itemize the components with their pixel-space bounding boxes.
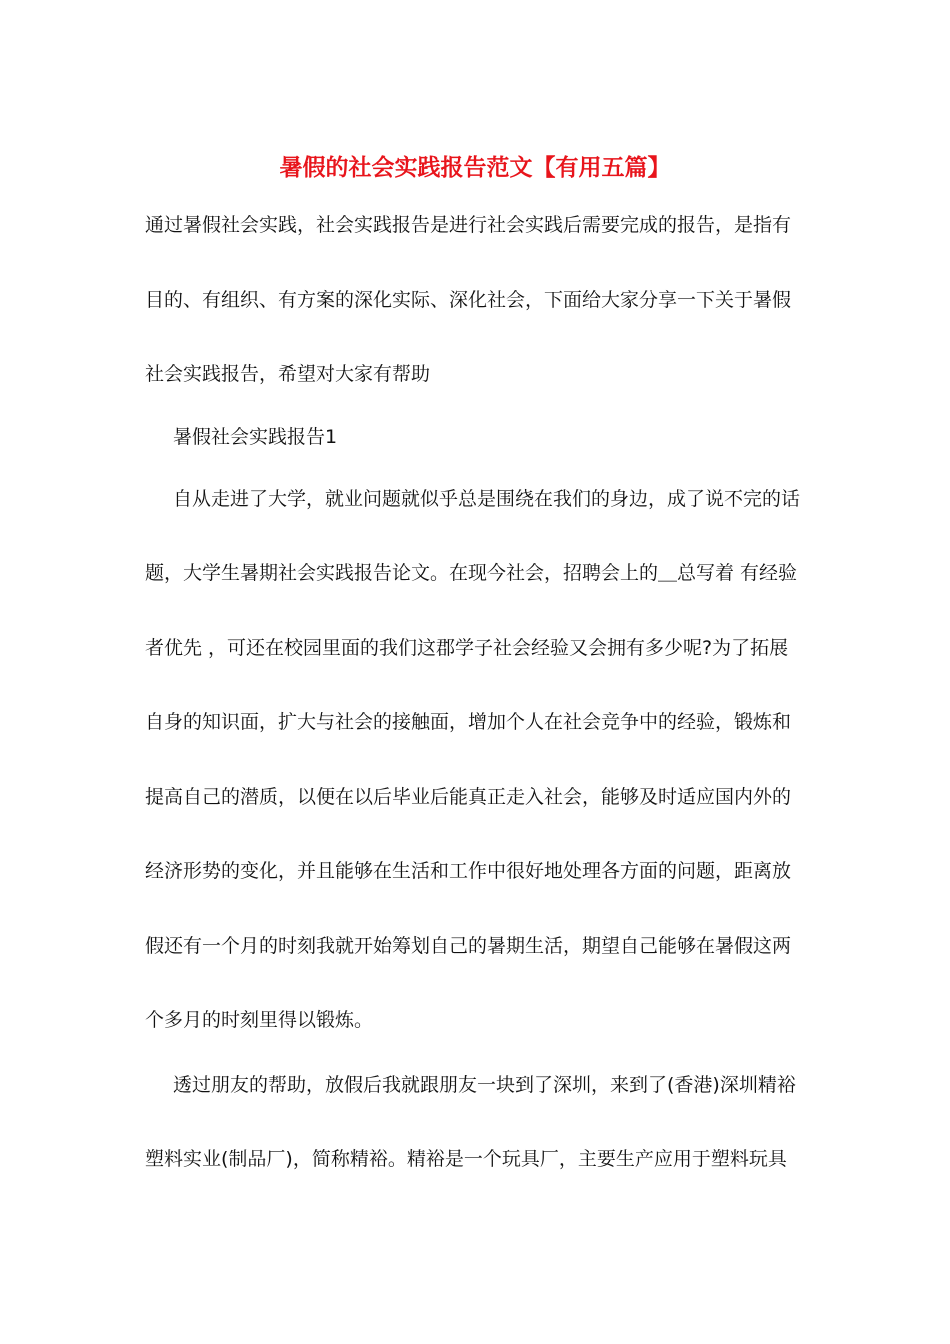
paragraph-line: 自身的知识面，扩大与社会的接触面，增加个人在社会竞争中的经验，锻炼和 (145, 711, 792, 733)
paragraph-line: 塑料实业(制品厂)，简称精裕。精裕是一个玩具厂，主要生产应用于塑料玩具 (145, 1148, 787, 1170)
paragraph-line: 提高自己的潜质，以便在以后毕业后能真正走入社会，能够及时适应国内外的 (145, 786, 792, 808)
paragraph-line: 题，大学生暑期社会实践报告论文。在现今社会，招聘会上的＿总写着 有经验 (145, 562, 798, 584)
paragraph-line: 通过暑假社会实践，社会实践报告是进行社会实践后需要完成的报告，是指有 (145, 214, 792, 236)
paragraph-line: 自从走进了大学，就业问题就似乎总是围绕在我们的身边，成了说不完的话 (173, 488, 801, 510)
paragraph-line: 目的、有组织、有方案的深化实际、深化社会，下面给大家分享一下关于暑假 (145, 289, 792, 311)
section-heading: 暑假社会实践报告1 (173, 426, 338, 448)
paragraph-line: 社会实践报告，希望对大家有帮助 (145, 363, 431, 385)
document-title: 暑假的社会实践报告范文【有用五篇】 (279, 154, 671, 181)
paragraph-line: 透过朋友的帮助，放假后我就跟朋友一块到了深圳，来到了(香港)深圳精裕 (173, 1074, 796, 1096)
paragraph-line: 个多月的时刻里得以锻炼。 (145, 1009, 374, 1031)
paragraph-line: 者优先 ，可还在校园里面的我们这郡学子社会经验又会拥有多少呢?为了拓展 (145, 637, 789, 659)
paragraph-line: 假还有一个月的时刻我就开始筹划自己的暑期生活，期望自己能够在暑假这两 (145, 935, 792, 957)
paragraph-line: 经济形势的变化，并且能够在生活和工作中很好地处理各方面的问题，距离放 (145, 860, 792, 882)
